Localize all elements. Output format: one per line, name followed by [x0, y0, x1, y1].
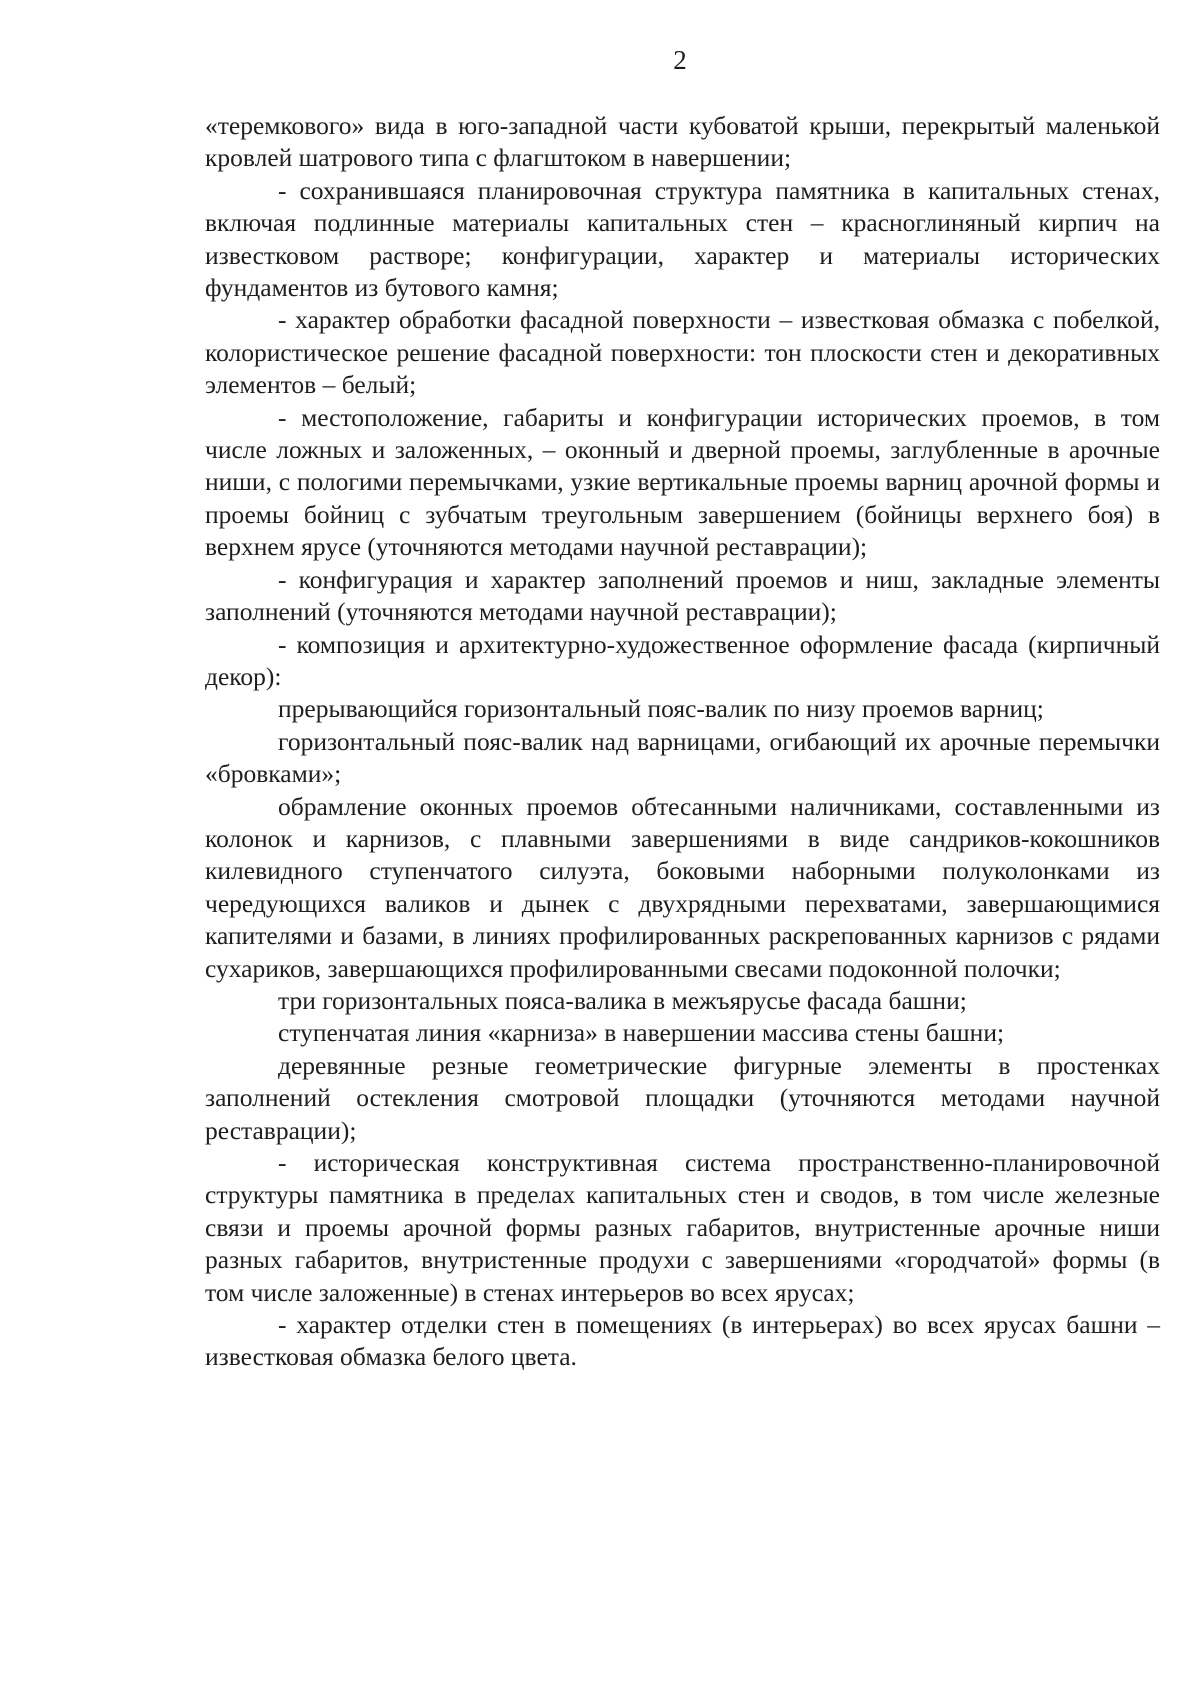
paragraph: - сохранившаяся планировочная структура памятника в капитальных стенах, включая подлинные материалы капитальных стен – красноглиняный кирпич на известковом растворе; конфигурации, характер и материалы исторических фундаментов из бутового камня; [205, 175, 1160, 303]
paragraph: «теремкового» вида в юго-западной части кубоватой крыши, перекрытый маленькой кровлей шатрового типа с флагштоком в навершении; [205, 111, 1160, 173]
paragraph: прерывающийся горизонтальный пояс-валик по низу проемов варниц; [278, 694, 1044, 724]
paragraph: горизонтальный пояс-валик над варницами, огибающий их арочные перемычки «бровками»; [205, 726, 1160, 789]
paragraph: - конфигурация и характер заполнений проемов и ниш, закладные элементы заполнений (уточняются методами научной реставрации); [205, 564, 1160, 627]
paragraph: ступенчатая линия «карниза» в навершении массива стены башни; [278, 1018, 1005, 1048]
paragraph: - характер обработки фасадной поверхности – известковая обмазка с побелкой, колористическое решение фасадной поверхности: тон плоскости стен и декоративных элементов – белый; [205, 305, 1160, 400]
paragraph: - характер отделки стен в помещениях (в интерьерах) во всех ярусах башни – известковая обмазка белого цвета. [205, 1310, 1160, 1372]
paragraph: обрамление оконных проемов обтесанными наличниками, составленными из колонок и карнизов, с плавными завершениями в виде сандриков-кокошников килевидного ступенчатого силуэта, боковыми наборными полуколонками из чередующихся валиков и дынек с двухрядными перехватами, завершающимися капителями и базами, в линиях профилированных раскрепованных карнизов с рядами сухариков, завершающихся профилированными свесами подоконной полочки; [205, 791, 1160, 983]
paragraph: - историческая конструктивная система пространственно-планировочной структуры памятника в пределах капитальных стен и сводов, в том числе железные связи и проемы арочной формы разных габаритов, внутристенные арочные ниши разных габаритов, внутристенные продухи с завершениями «городчатой» формы (в том числе заложенные) в стенах интерьеров во всех ярусах; [205, 1148, 1160, 1307]
paragraph: - местоположение, габариты и конфигурации исторических проемов, в том числе ложных и заложенных, – оконный и дверной проемы, заглубленные в арочные ниши, с пологими перемычками, узкие вертикальные проемы варниц арочной формы и проемы бойниц с зубчатым треугольным завершением (бойницы верхнего боя) в верхнем ярусе (уточняются методами научной реставрации); [205, 402, 1160, 562]
paragraph: деревянные резные геометрические фигурные элементы в простенках заполнений остекления смотровой площадки (уточняются методами научной реставрации); [205, 1050, 1160, 1145]
page-number: 2 [673, 45, 687, 75]
paragraph: - композиция и архитектурно-художественное оформление фасада (кирпичный декор): [205, 629, 1160, 691]
paragraph: три горизонтальных пояса-валика в межъярусье фасада башни; [278, 985, 967, 1015]
body-text [205, 110, 1160, 1374]
